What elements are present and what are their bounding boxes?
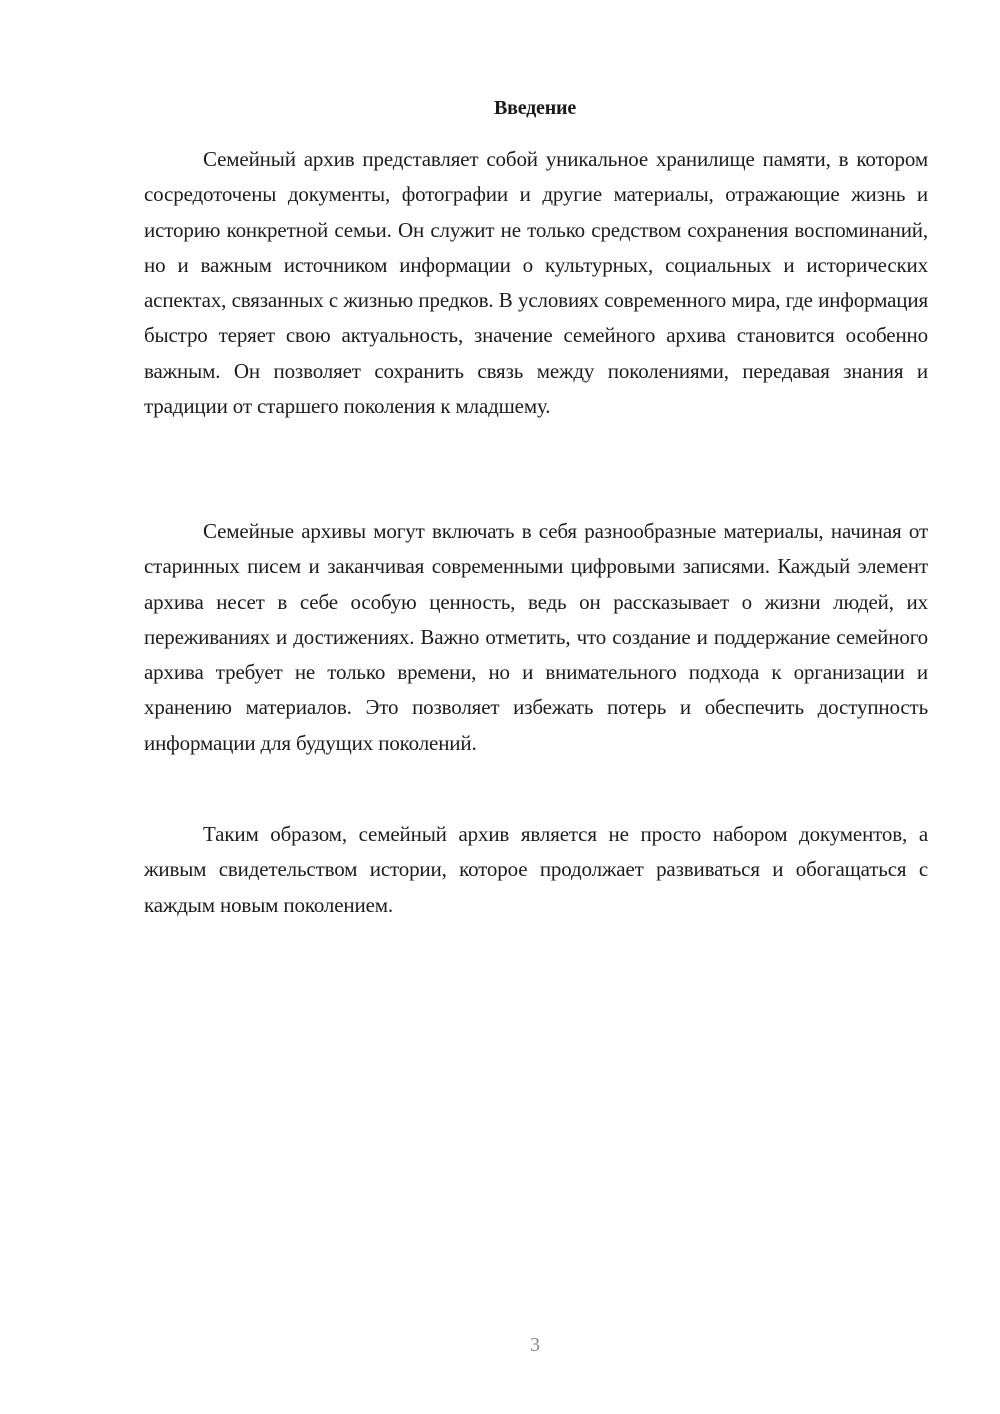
paragraph-intro: Семейный архив представляет собой уникальное хранилище памяти, в котором сосредоточены документы, фотографии и другие материалы, отражающие жизнь и историю конкретной семьи. Он служит не только средством сохранения воспоминаний, но и важным источником информации о культурных, социальных и исторических аспектах, связанных с жизнью предков. В условиях современного мира, где информация быстро теряет свою актуальность, значение семейного архива становится особенно важным. Он позволяет сохранить связь между поколениями, передавая знания и традиции от старшего поколения к младшему. xyxy=(144,147,928,419)
section-title: Введение xyxy=(493,97,577,119)
page-number: 3 xyxy=(530,1334,540,1356)
paragraph-contents: Семейные архивы могут включать в себя разнообразные материалы, начиная от старинных писем и заканчивая современными цифровыми записями. Каждый элемент архива несет в себе особую ценность, ведь он рассказывает о жизни людей, их переживаниях и достижениях. Важно отметить, что создание и поддержание семейного архива требует не только времени, но и внимательного подхода к организации и хранению материалов. Это позволяет избежать потерь и обеспечить доступность информации для будущих поколений. xyxy=(144,519,928,755)
paragraph-conclusion: Таким образом, семейный архив является не просто набором документов, а живым свидетельством истории, которое продолжает развиваться и обогащаться с каждым новым поколением. xyxy=(144,822,928,917)
